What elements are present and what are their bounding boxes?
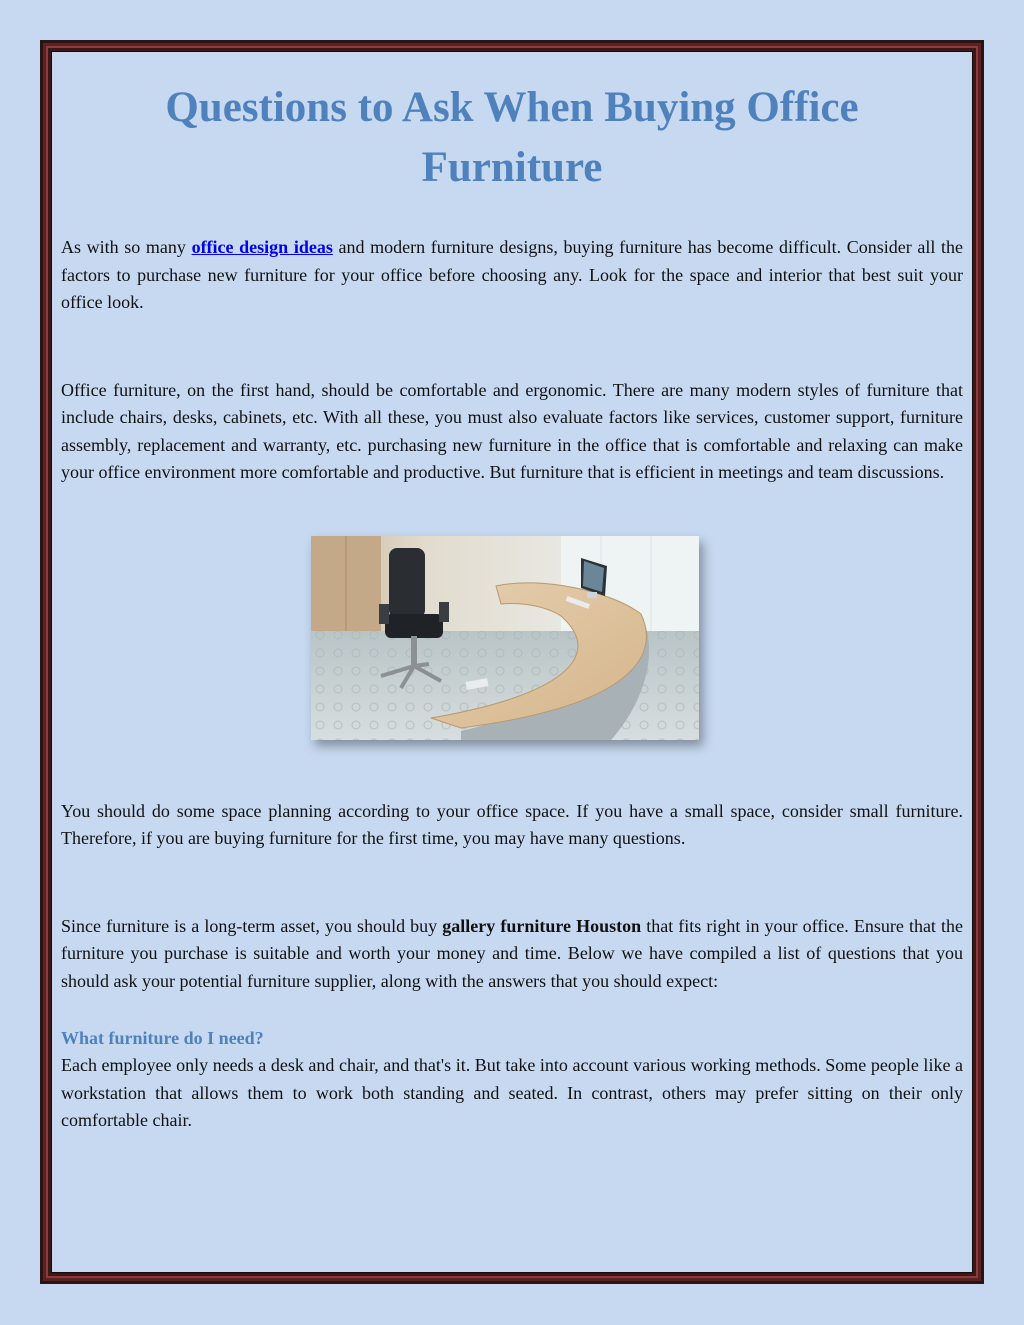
paragraph-ergonomics: Office furniture, on the first hand, should be comfortable and ergonomic. There are many modern styles of furniture that include chairs, desks, cabinets, etc. With all these, you must also evaluate factors like services, customer support, furniture assembly, replacement and warranty, etc. purchasing new furniture in the office that is comfortable and relaxing can make your office environment more comfortable and productive. But furniture that is efficient in meetings and team discussions. (61, 379, 963, 482)
gallery-furniture-keyword: gallery furniture Houston (442, 915, 642, 936)
title-line-2: Furniture (421, 144, 603, 191)
asset-text-before: Since furniture is a long-term asset, you should buy (61, 915, 443, 936)
office-design-ideas-link[interactable]: office design ideas (191, 237, 333, 257)
document-content (61, 78, 963, 1135)
intro-text-before: As with so many (61, 237, 192, 257)
intro-text-after: and modern furniture designs, buying furniture has become difficult. Consider all the factors to purchase new furniture for your office before choosing any. Look for the space and interior that best suit your office look. (61, 237, 963, 312)
document-title (61, 78, 963, 198)
office-desk-illustration (311, 536, 699, 740)
title-line-1: Questions to Ask When Buying Office (165, 84, 859, 131)
paragraph-space-planning: You should do some space planning according to your office space. If you have a small space, consider small furniture. Therefore, if you are buying furniture for the first time, you may have many questions. (61, 800, 963, 848)
section-heading-what-furniture: What furniture do I need? (61, 1028, 264, 1048)
paragraph-long-term-asset (61, 913, 963, 996)
asset-text-after: that fits right in your office. Ensure that the furniture you purchase is suitable and worth your money and time. Below we have compiled a list of questions that you should ask your potential furniture supplier, along with the answers that you should expect: (61, 915, 964, 991)
paragraph-intro (61, 234, 963, 317)
paragraph-employee-needs: Each employee only needs a desk and chair, and that's it. But take into account various working methods. Some people like a workstation that allows them to work both standing and seated. In contrast, others may prefer sitting on their only comfortable chair. (61, 1055, 963, 1130)
office-furniture-photo (311, 536, 699, 740)
